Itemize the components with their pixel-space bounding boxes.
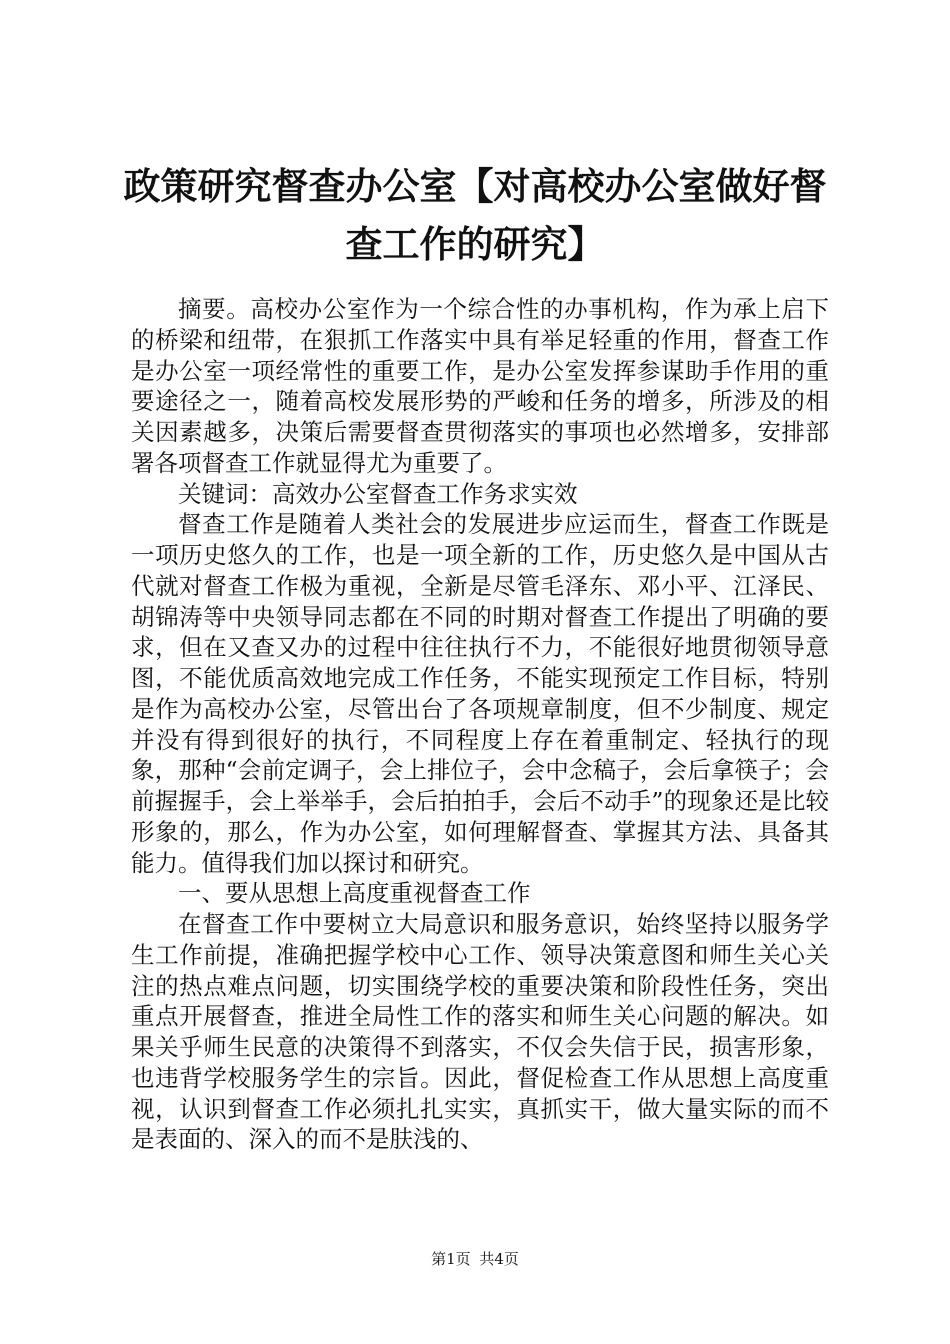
section-heading: 一、要从思想上高度重视督查工作 xyxy=(178,879,531,908)
page-footer xyxy=(0,1249,950,1269)
page-number: 第1页 xyxy=(431,1250,471,1268)
section-paragraph: 在督查工作中要树立大局意识和服务意识，始终坚持以服务学生工作前提，准确把握学校中心工作、领导决策意图和师生关心关注的热点难点问题，切实围绕学校的重要决策和阶段性任务，突出重点开展督查，推进全局性工作的落实和师生关心问题的解决。如果关乎师生民意的决策得不到落实，不仅会失信于民，损害形象，也违背学校服务学生的宗旨。因此，督促检查工作从思想上高度重视，认识到督查工作必须扎扎实实，真抓实干，做大量实际的而不是表面的、深入的而不是肤浅的、 xyxy=(131,910,829,1154)
page-total: 共4页 xyxy=(479,1250,519,1268)
intro-paragraph: 督查工作是随着人类社会的发展进步应运而生，督查工作既是一项历史悠久的工作，也是一项全新的工作，历史悠久是中国从古代就对督查工作极为重视，全新是尽管毛泽东、邓小平、江泽民、胡锦涛等中央领导同志都在不同的时期对督查工作提出了明确的要求，但在又查又办的过程中往往执行不力，不能很好地贯彻领导意图，不能优质高效地完成工作任务，不能实现预定工作目标，特别是作为高校办公室，尽管出台了各项规章制度，但不少制度、规定并没有得到很好的执行，不同程度上存在着重制定、轻执行的现象，那种“会前定调子，会上排位子，会中念稿子，会后拿筷子；会前握握手，会上举举手，会后拍拍手，会后不动手”的现象还是比较形象的，那么，作为办公室，如何理解督查、掌握其方法、具备其能力。值得我们加以探讨和研究。 xyxy=(131,510,829,877)
document-title: 政策研究督查办公室【对高校办公室做好督查工作的研究】 xyxy=(123,165,827,266)
abstract-paragraph: 摘要。高校办公室作为一个综合性的办事机构，作为承上启下的桥梁和纽带，在狠抓工作落实中具有举足轻重的作用，督查工作是办公室一项经常性的重要工作，是办公室发挥参谋助手作用的重要途径之一，随着高校发展形势的严峻和任务的增多，所涉及的相关因素越多，决策后需要督查贯彻落实的事项也必然增多，安排部署各项督查工作就显得尤为重要了。 xyxy=(131,295,829,477)
keywords-paragraph: 关键词：高效办公室督查工作务求实效 xyxy=(178,479,578,508)
document-body xyxy=(131,294,829,1155)
